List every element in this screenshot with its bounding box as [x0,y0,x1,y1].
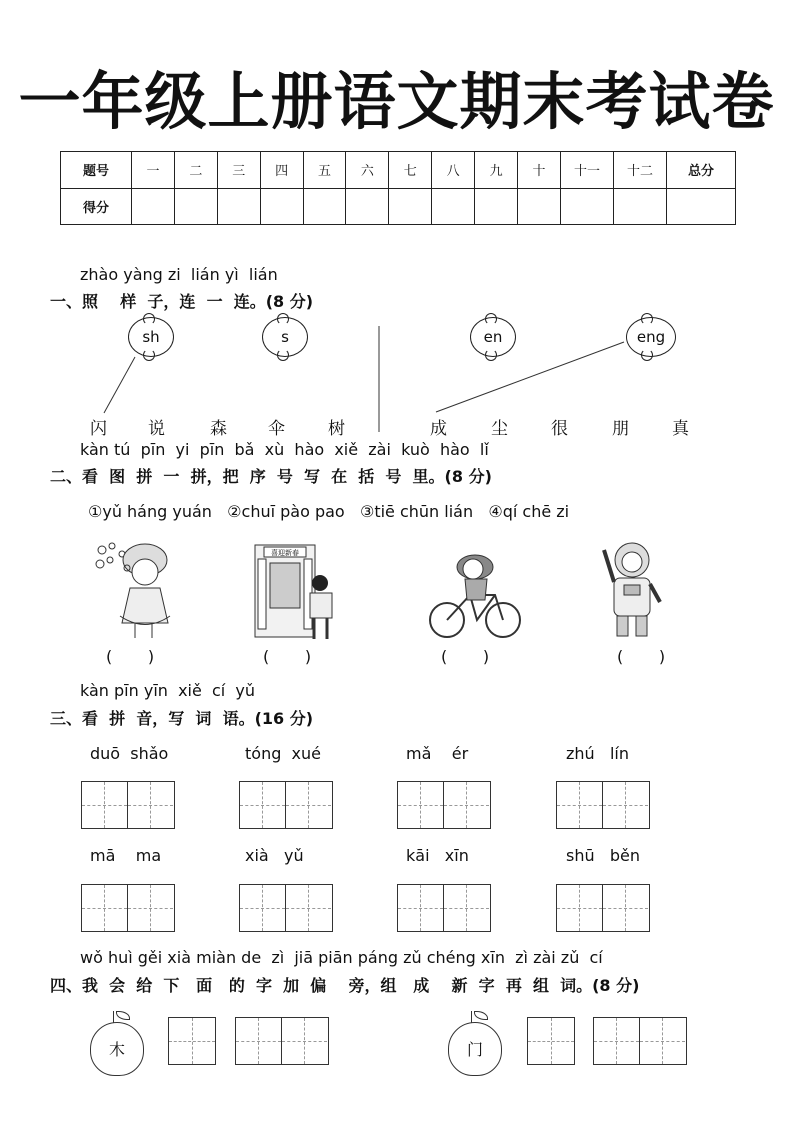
char-item: 伞 [268,419,285,439]
score-header-cell: 五 [303,152,346,189]
score-header-cell: 七 [389,152,432,189]
score-header-cell: 十一 [561,152,614,189]
score-header-cell: 四 [260,152,303,189]
q1-example-lines [0,0,793,460]
writing-grid[interactable] [81,884,175,932]
boy-posting-couplets-picture [250,543,340,643]
cloud-s: s [262,317,308,357]
score-row-label: 得分 [61,188,132,225]
apple-char: 门 [466,1040,483,1059]
word-pinyin: xià yǔ [245,846,304,865]
apple-icon [448,1022,502,1076]
writing-grid[interactable] [527,1017,575,1065]
char-item: 树 [328,419,345,439]
writing-grid[interactable] [168,1017,216,1065]
q1-heading: 一、照 样 子，连 一 连。(8 分) [50,292,314,311]
score-header-cell: 十 [518,152,561,189]
cloud-eng: eng [626,317,676,357]
answer-paren-4[interactable]: ( ) [617,647,666,666]
writing-grid[interactable] [235,1017,329,1065]
writing-grid[interactable] [239,781,333,829]
q4-heading: 四、我 会 给 下 面 的 字 加 偏 旁，组 成 新 字 再 组 词。(8 分) [50,976,640,995]
word-pinyin: shū běn [566,846,641,865]
score-header-cell: 题号 [61,152,132,189]
score-header-cell: 六 [346,152,389,189]
word-pinyin: mǎ ér [406,744,469,763]
char-item: 森 [210,419,227,439]
writing-grid[interactable] [397,781,491,829]
char-item: 尘 [491,419,508,439]
writing-grid[interactable] [556,884,650,932]
example-line-eng [436,342,624,412]
score-header-cell: 总分 [667,152,736,189]
word-pinyin: kāi xīn [406,846,469,865]
word-pinyin: duō shǎo [90,744,169,763]
score-header-cell: 一 [132,152,175,189]
girl-riding-bike-picture [425,545,525,645]
q2-heading: 二、看 图 拼 一 拼，把 序 号 写 在 括 号 里。(8 分) [50,467,492,486]
girl-blowing-bubbles-picture [90,538,190,643]
writing-grid[interactable] [239,884,333,932]
score-header-cell: 三 [217,152,260,189]
apple-icon [90,1022,144,1076]
word-pinyin: tóng xué [245,744,321,763]
score-header-cell: 二 [174,152,217,189]
answer-paren-2[interactable]: ( ) [263,647,312,666]
char-item: 朋 [612,419,629,439]
word-pinyin: mā ma [90,846,162,865]
q1-pinyin: zhào yàng zi lián yì lián [80,265,278,284]
answer-paren-1[interactable]: ( ) [106,647,155,666]
writing-grid[interactable] [593,1017,687,1065]
score-header-cell: 九 [475,152,518,189]
cloud-en: en [470,317,516,357]
q2-pinyin: kàn tú pīn yi pīn bǎ xù hào xiě zài kuò hào lǐ [80,440,489,459]
writing-grid[interactable] [81,781,175,829]
char-item: 闪 [90,419,107,439]
char-item: 说 [148,419,165,439]
astronaut-picture [600,540,670,640]
writing-grid[interactable] [556,781,650,829]
apple-char: 木 [108,1040,125,1059]
writing-grid[interactable] [397,884,491,932]
example-line-sh [104,357,135,413]
page-title: 一年级上册语文期末考试卷 [18,65,775,138]
door-sign-text: 喜迎新春 [271,549,299,557]
q3-heading: 三、看 拼 音，写 词 语。(16 分) [50,709,314,728]
score-header-cell: 八 [432,152,475,189]
q3-pinyin: kàn pīn yīn xiě cí yǔ [80,681,256,700]
q4-pinyin: wǒ huì gěi xià miàn de zì jiā piān páng zǔ chéng xīn zì zài zǔ cí [80,948,603,967]
char-item: 很 [551,419,568,439]
answer-paren-3[interactable]: ( ) [441,647,490,666]
q2-options: ①yǔ háng yuán ②chuī pào pao ③tiē chūn lián ④qí chē zi [88,502,570,521]
word-pinyin: zhú lín [566,744,629,763]
cloud-sh: sh [128,317,174,357]
score-header-cell: 十二 [614,152,667,189]
char-item: 成 [430,419,447,439]
char-item: 真 [672,419,689,439]
